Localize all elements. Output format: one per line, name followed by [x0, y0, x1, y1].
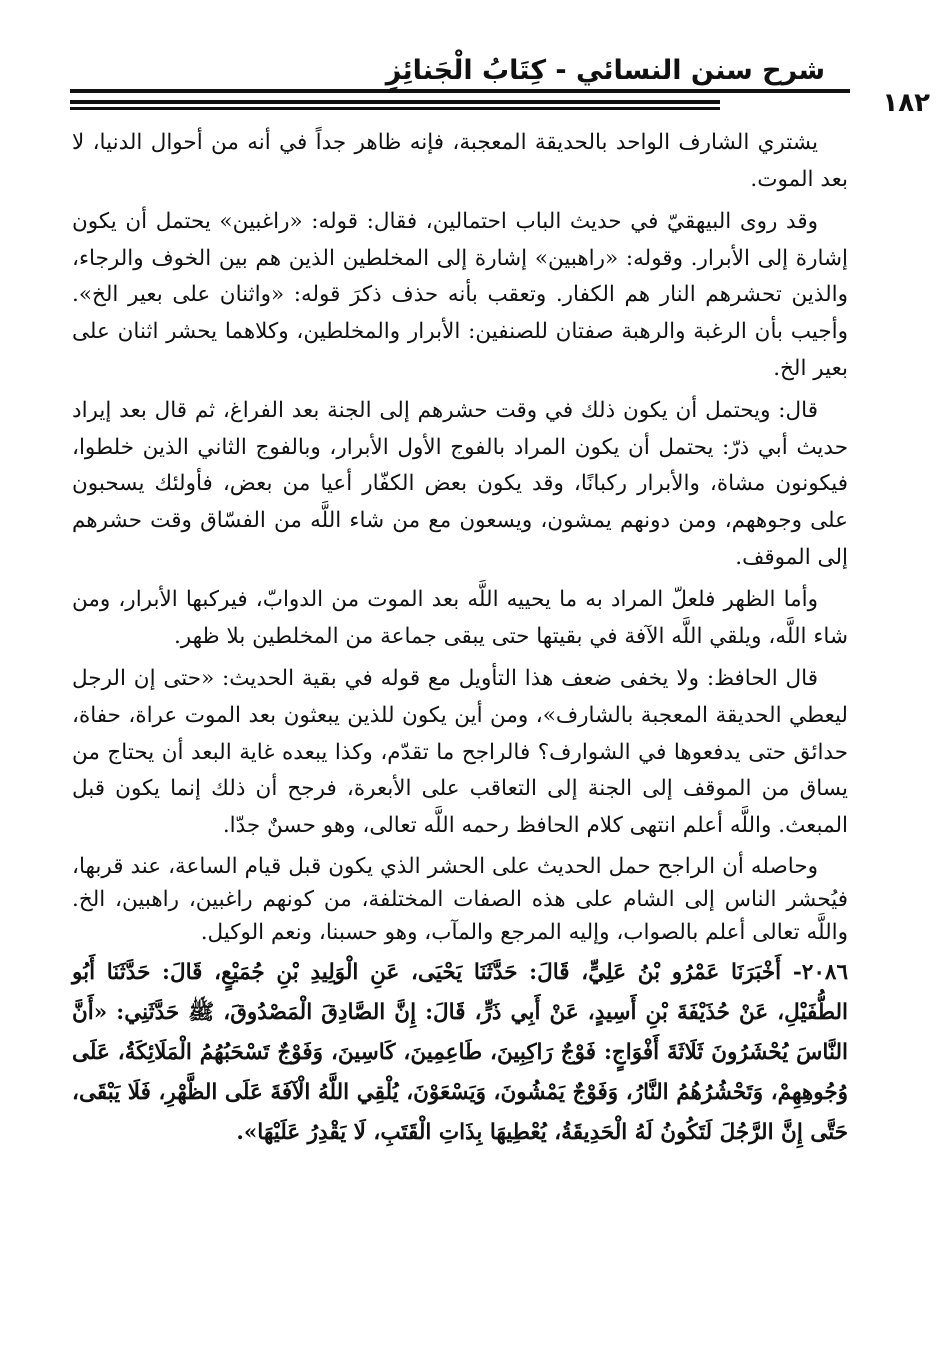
paragraph-zahr: وأما الظهر فلعلّ المراد به ما يحييه اللَّه بعد الموت من الدوابّ، فيركبها الأبرار، ومن شاء اللَّه، ويلقي اللَّه الآفة في بقيتها حتى يبقى جماعة من المخلطين بلا ظهر.	[72, 587, 848, 649]
commentary-body	[72, 125, 848, 1159]
page-header	[70, 55, 855, 105]
paragraph-interpretation: قال: ويحتمل أن يكون ذلك في وقت حشرهم إلى الجنة بعد الفراغ، ثم قال بعد إيراد حديث أبي ذرّ: يحتمل أن يكون المراد بالفوج الأول الأبرار، وبالفوج الثاني الذين خلطوا، فيكونون مشاة، والأبرار ركبانًا، وقد يكون بعض الكفّار أعيا من بعض، فأولئك يسحبون على وجوههم، ومن دونهم يمشون، ويسعون مع من شاء اللَّه من الفسّاق وقت حشرهم إلى الموقف.	[72, 398, 848, 570]
paragraph-bayhaqi: وقد روى البيهقيّ في حديث الباب احتمالين، فقال: قوله: «راغبين» يحتمل أن يكون إشارة إلى الأبرار. وقوله: «راهبين» إشارة إلى المخلطين الذين هم بين الخوف والرجاء، والذين تحشرهم النار هم الكفار. وتعقب بأنه حذف ذكرَ قوله: «واثنان على بعير الخ». وأجيب بأن الرغبة والرهبة صفتان للصنفين: الأبرار والمخلطين، وكلاهما يحشر اثنان على بعير الخ.	[72, 209, 848, 381]
header-rule-bottom	[70, 107, 720, 110]
hadith-number: ٢٠٨٦-	[792, 960, 848, 986]
paragraph-hafiz: قال الحافظ: ولا يخفى ضعف هذا التأويل مع قوله في بقية الحديث: «حتى إن الرجل ليعطي الحديقة المعجبة بالشارف»، ومن أين يكون للذين يبعثون بعد الموت عراة، حفاة، حدائق حتى يدفعوها في الشوارف؟ فالراجح ما تقدّم، وكذا يبعده غاية البعد أن يحتاج من يساق من الموقف إلى الجنة إلى التعاقب على الأبعرة، فرجح أن ذلك إنما يكون قبل المبعث. واللَّه أعلم انتهى كلام الحافظ رحمه اللَّه تعالى، وهو حسنٌ جدّا.	[72, 666, 848, 838]
running-title: شرح سنن النسائي - كِتَابُ الْجَنائِزِ	[385, 55, 825, 86]
hadith-body: أَخْبَرَنَا عَمْرُو بْنُ عَلِيٍّ، قَالَ: حَدَّثَنَا يَحْيَى، عَنِ الْوَلِيدِ بْنِ جُمَيْعٍ، قَالَ: حَدَّثَنَا أَبُو الطُّفَيْلِ، عَنْ حُذَيْفَةَ بْنِ أَسِيدٍ، عَنْ أَبِي ذَرٍّ، قَالَ: إِنَّ الصَّادِقَ الْمَصْدُوقَ، ﷺ حَدَّثَنِي: «أَنَّ النَّاسَ يُحْشَرُونَ ثَلَاثَةَ أَفْوَاجٍ: فَوْجٌ رَاكِبِينَ، طَاعِمِينَ، كَاسِينَ، وَفَوْجٌ تَسْحَبُهُمُ الْمَلَائِكَةُ، عَلَى وُجُوهِهِمْ، وَتَحْشُرُهُمُ النَّارُ، وَفَوْجٌ يَمْشُونَ، وَيَسْعَوْنَ، يُلْقِي اللَّهُ الْآفَةَ عَلَى الظَّهْرِ، فَلَا يَبْقَى، حَتَّى إِنَّ الرَّجُلَ لَتَكُونُ لَهُ الْحَدِيقَةُ، يُعْطِيهَا بِذَاتِ الْقَتَبِ، لَا يَقْدِرُ عَلَيْهَا».	[72, 960, 848, 1146]
header-rule-top	[70, 89, 850, 93]
page-number: ١٨٢	[882, 88, 930, 118]
paragraph-continuation: يشتري الشارف الواحد بالحديقة المعجبة، فإنه ظاهر جداً في أنه من أحوال الدنيا، لا بعد الموت.	[72, 130, 848, 192]
paragraph-summary: وحاصله أن الراجح حمل الحديث على الحشر الذي يكون قبل قيام الساعة، عند قربها، فيُحشر الناس إلى الشام على هذه الصفات المختلفة، من كونهم راغبين، راهبين، الخ. واللَّه تعالى أعلم بالصواب، وإليه المرجع والمآب، وهو حسبنا، ونعم الوكيل.	[72, 854, 848, 946]
header-rule-middle	[70, 100, 720, 104]
hadith-text	[72, 953, 848, 1153]
